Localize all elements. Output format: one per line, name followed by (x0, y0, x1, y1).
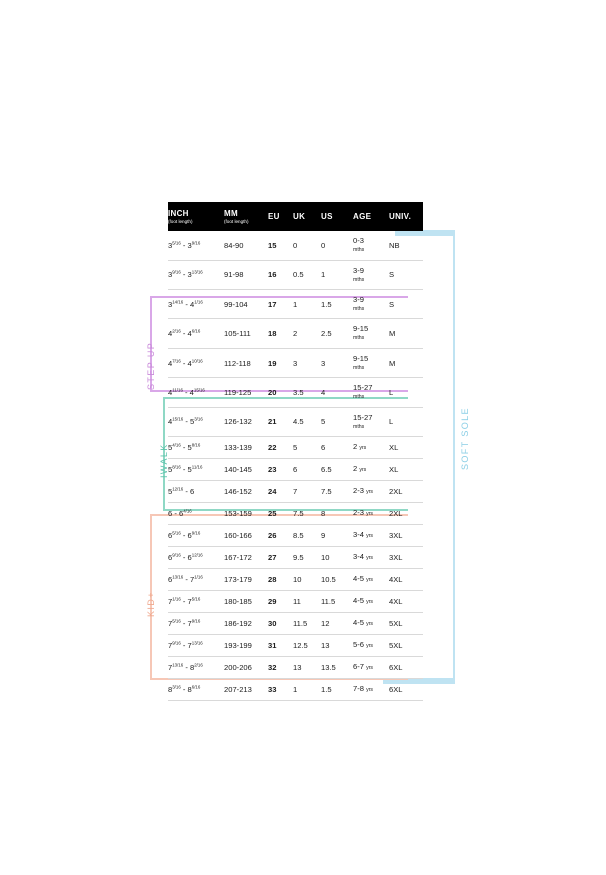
cell-uk: 9.5 (293, 547, 321, 569)
cell-us: 10.5 (321, 569, 353, 591)
cell-inch: $7^{13/16} - 8^{2/16}$ (168, 657, 224, 679)
table-row (168, 231, 423, 260)
table-row (168, 525, 423, 547)
cell-univ: 6XL (389, 657, 423, 679)
cell-eu: 31 (268, 635, 293, 657)
cell-inch: $4^{2/16} - 4^{6/16}$ (168, 319, 224, 348)
cell-inch: $6^{5/16} - 6^{9/16}$ (168, 525, 224, 547)
table-row (168, 679, 423, 701)
cell-uk: 2 (293, 319, 321, 348)
cell-uk: 11 (293, 591, 321, 613)
cell-mm: 193-199 (224, 635, 268, 657)
cell-age: 5-6 yrs (353, 635, 389, 657)
column-header-uk: UK (293, 202, 321, 231)
cell-inch: $5^{8/16} - 5^{11/16}$ (168, 459, 224, 481)
cell-mm: 160-166 (224, 525, 268, 547)
column-header-mm-sub: (foot length) (224, 219, 249, 225)
cell-age: 2-3 yrs (353, 503, 389, 525)
cell-us: 1 (321, 260, 353, 289)
cell-mm: 99-104 (224, 290, 268, 319)
cell-uk: 10 (293, 569, 321, 591)
cell-inch: $6^{13/16} - 7^{1/16}$ (168, 569, 224, 591)
cell-inch: $4^{11/16} - 4^{15/16}$ (168, 378, 224, 407)
cell-inch: $7^{5/16} - 7^{9/16}$ (168, 613, 224, 635)
group-label-kid-plus: KID+ (146, 591, 156, 617)
cell-us: 4 (321, 378, 353, 407)
cell-univ: S (389, 290, 423, 319)
cell-uk: 1 (293, 679, 321, 701)
table-header (168, 202, 423, 231)
cell-univ: XL (389, 437, 423, 459)
table-row (168, 348, 423, 377)
cell-eu: 28 (268, 569, 293, 591)
cell-inch: $3^{14/16} - 4^{1/16}$ (168, 290, 224, 319)
cell-us: 12 (321, 613, 353, 635)
cell-eu: 22 (268, 437, 293, 459)
cell-us: 5 (321, 407, 353, 436)
cell-uk: 11.5 (293, 613, 321, 635)
cell-uk: 12.5 (293, 635, 321, 657)
group-label-step-up: STEP UP (146, 341, 156, 390)
cell-univ: 5XL (389, 613, 423, 635)
cell-mm: 153-159 (224, 503, 268, 525)
column-header-us: US (321, 202, 353, 231)
cell-us: 0 (321, 231, 353, 260)
table-row (168, 290, 423, 319)
cell-univ: 5XL (389, 635, 423, 657)
cell-us: 13.5 (321, 657, 353, 679)
table-row (168, 260, 423, 289)
cell-mm: 91-98 (224, 260, 268, 289)
cell-age: 4-5 yrs (353, 613, 389, 635)
cell-eu: 32 (268, 657, 293, 679)
cell-univ: 3XL (389, 525, 423, 547)
cell-inch: $5^{4/16} - 5^{8/16}$ (168, 437, 224, 459)
group-label-soft-sole: SOFT SOLE (460, 407, 470, 470)
size-conversion-table-wrapper (168, 202, 423, 701)
cell-uk: 7.5 (293, 503, 321, 525)
table-row (168, 378, 423, 407)
cell-us: 9 (321, 525, 353, 547)
cell-mm: 84-90 (224, 231, 268, 260)
cell-age: 15-27 mths (353, 407, 389, 436)
cell-inch: $3^{5/16} - 3^{9/16}$ (168, 231, 224, 260)
cell-univ: L (389, 378, 423, 407)
cell-eu: 17 (268, 290, 293, 319)
cell-uk: 3.5 (293, 378, 321, 407)
cell-uk: 0 (293, 231, 321, 260)
table-row (168, 591, 423, 613)
cell-inch: $6^{9/16} - 6^{12/16}$ (168, 547, 224, 569)
cell-uk: 13 (293, 657, 321, 679)
cell-mm: 207-213 (224, 679, 268, 701)
cell-inch: $3^{9/16} - 3^{13/16}$ (168, 260, 224, 289)
cell-uk: 7 (293, 481, 321, 503)
cell-mm: 105-111 (224, 319, 268, 348)
cell-eu: 25 (268, 503, 293, 525)
cell-mm: 180-185 (224, 591, 268, 613)
column-header-inch (168, 202, 224, 231)
cell-age: 9-15 mths (353, 319, 389, 348)
cell-uk: 5 (293, 437, 321, 459)
cell-age: 2-3 yrs (353, 481, 389, 503)
cell-eu: 16 (268, 260, 293, 289)
cell-univ: 4XL (389, 569, 423, 591)
cell-age: 6-7 yrs (353, 657, 389, 679)
cell-us: 8 (321, 503, 353, 525)
cell-uk: 6 (293, 459, 321, 481)
column-header-age: AGE (353, 202, 389, 231)
cell-us: 7.5 (321, 481, 353, 503)
cell-us: 11.5 (321, 591, 353, 613)
cell-eu: 20 (268, 378, 293, 407)
table-body (168, 231, 423, 700)
cell-inch: $4^{7/16} - 4^{10/16}$ (168, 348, 224, 377)
cell-eu: 21 (268, 407, 293, 436)
cell-mm: 133-139 (224, 437, 268, 459)
cell-age: 7-8 yrs (353, 679, 389, 701)
group-label-iwalk: IWALK (159, 443, 169, 478)
cell-inch: $5^{12/16} - 6$ (168, 481, 224, 503)
cell-age: 4-5 yrs (353, 569, 389, 591)
cell-univ: NB (389, 231, 423, 260)
column-header-inch-sub: (foot length) (168, 219, 193, 225)
cell-eu: 19 (268, 348, 293, 377)
table-row (168, 657, 423, 679)
cell-inch: $8^{3/16} - 8^{6/16}$ (168, 679, 224, 701)
cell-us: 1.5 (321, 290, 353, 319)
cell-us: 2.5 (321, 319, 353, 348)
cell-us: 3 (321, 348, 353, 377)
cell-mm: 119-125 (224, 378, 268, 407)
cell-us: 6.5 (321, 459, 353, 481)
cell-inch: $6 - 6^{4/16}$ (168, 503, 224, 525)
table-row (168, 481, 423, 503)
column-header-univ: UNIV. (389, 202, 423, 231)
cell-mm: 200-206 (224, 657, 268, 679)
table-row (168, 547, 423, 569)
cell-age: 2 yrs (353, 459, 389, 481)
cell-eu: 26 (268, 525, 293, 547)
table-row (168, 635, 423, 657)
cell-mm: 186-192 (224, 613, 268, 635)
cell-mm: 146-152 (224, 481, 268, 503)
cell-eu: 23 (268, 459, 293, 481)
cell-age: 3-9 mths (353, 290, 389, 319)
cell-univ: L (389, 407, 423, 436)
cell-age: 9-15 mths (353, 348, 389, 377)
cell-age: 3-4 yrs (353, 525, 389, 547)
cell-age: 0-3 mths (353, 231, 389, 260)
column-header-mm-label: MM (224, 209, 238, 218)
cell-age: 3-9 mths (353, 260, 389, 289)
column-header-eu: EU (268, 202, 293, 231)
cell-mm: 126-132 (224, 407, 268, 436)
table-row (168, 569, 423, 591)
cell-inch: $4^{15/16} - 5^{3/16}$ (168, 407, 224, 436)
cell-mm: 112-118 (224, 348, 268, 377)
cell-uk: 3 (293, 348, 321, 377)
cell-univ: 2XL (389, 481, 423, 503)
cell-age: 4-5 yrs (353, 591, 389, 613)
size-conversion-table (168, 202, 423, 701)
cell-us: 6 (321, 437, 353, 459)
cell-uk: 0.5 (293, 260, 321, 289)
cell-univ: 4XL (389, 591, 423, 613)
cell-univ: XL (389, 459, 423, 481)
cell-inch: $7^{1/16} - 7^{5/16}$ (168, 591, 224, 613)
cell-eu: 24 (268, 481, 293, 503)
cell-us: 1.5 (321, 679, 353, 701)
cell-eu: 30 (268, 613, 293, 635)
column-header-mm (224, 202, 268, 231)
cell-eu: 15 (268, 231, 293, 260)
cell-age: 15-27 mths (353, 378, 389, 407)
table-row (168, 407, 423, 436)
cell-univ: 6XL (389, 679, 423, 701)
cell-univ: S (389, 260, 423, 289)
cell-univ: M (389, 319, 423, 348)
table-row (168, 613, 423, 635)
cell-eu: 18 (268, 319, 293, 348)
cell-univ: M (389, 348, 423, 377)
table-row (168, 459, 423, 481)
table-header-row (168, 202, 423, 231)
cell-uk: 8.5 (293, 525, 321, 547)
cell-inch: $7^{9/16} - 7^{13/16}$ (168, 635, 224, 657)
cell-eu: 27 (268, 547, 293, 569)
cell-age: 3-4 yrs (353, 547, 389, 569)
column-header-inch-label: INCH (168, 209, 189, 218)
cell-us: 13 (321, 635, 353, 657)
cell-mm: 140-145 (224, 459, 268, 481)
cell-us: 10 (321, 547, 353, 569)
cell-uk: 1 (293, 290, 321, 319)
table-row (168, 319, 423, 348)
table-row (168, 503, 423, 525)
cell-eu: 33 (268, 679, 293, 701)
cell-eu: 29 (268, 591, 293, 613)
cell-univ: 2XL (389, 503, 423, 525)
table-row (168, 437, 423, 459)
cell-mm: 173-179 (224, 569, 268, 591)
cell-mm: 167-172 (224, 547, 268, 569)
cell-age: 2 yrs (353, 437, 389, 459)
cell-univ: 3XL (389, 547, 423, 569)
group-bracket-soft-sole (425, 230, 455, 680)
cell-uk: 4.5 (293, 407, 321, 436)
